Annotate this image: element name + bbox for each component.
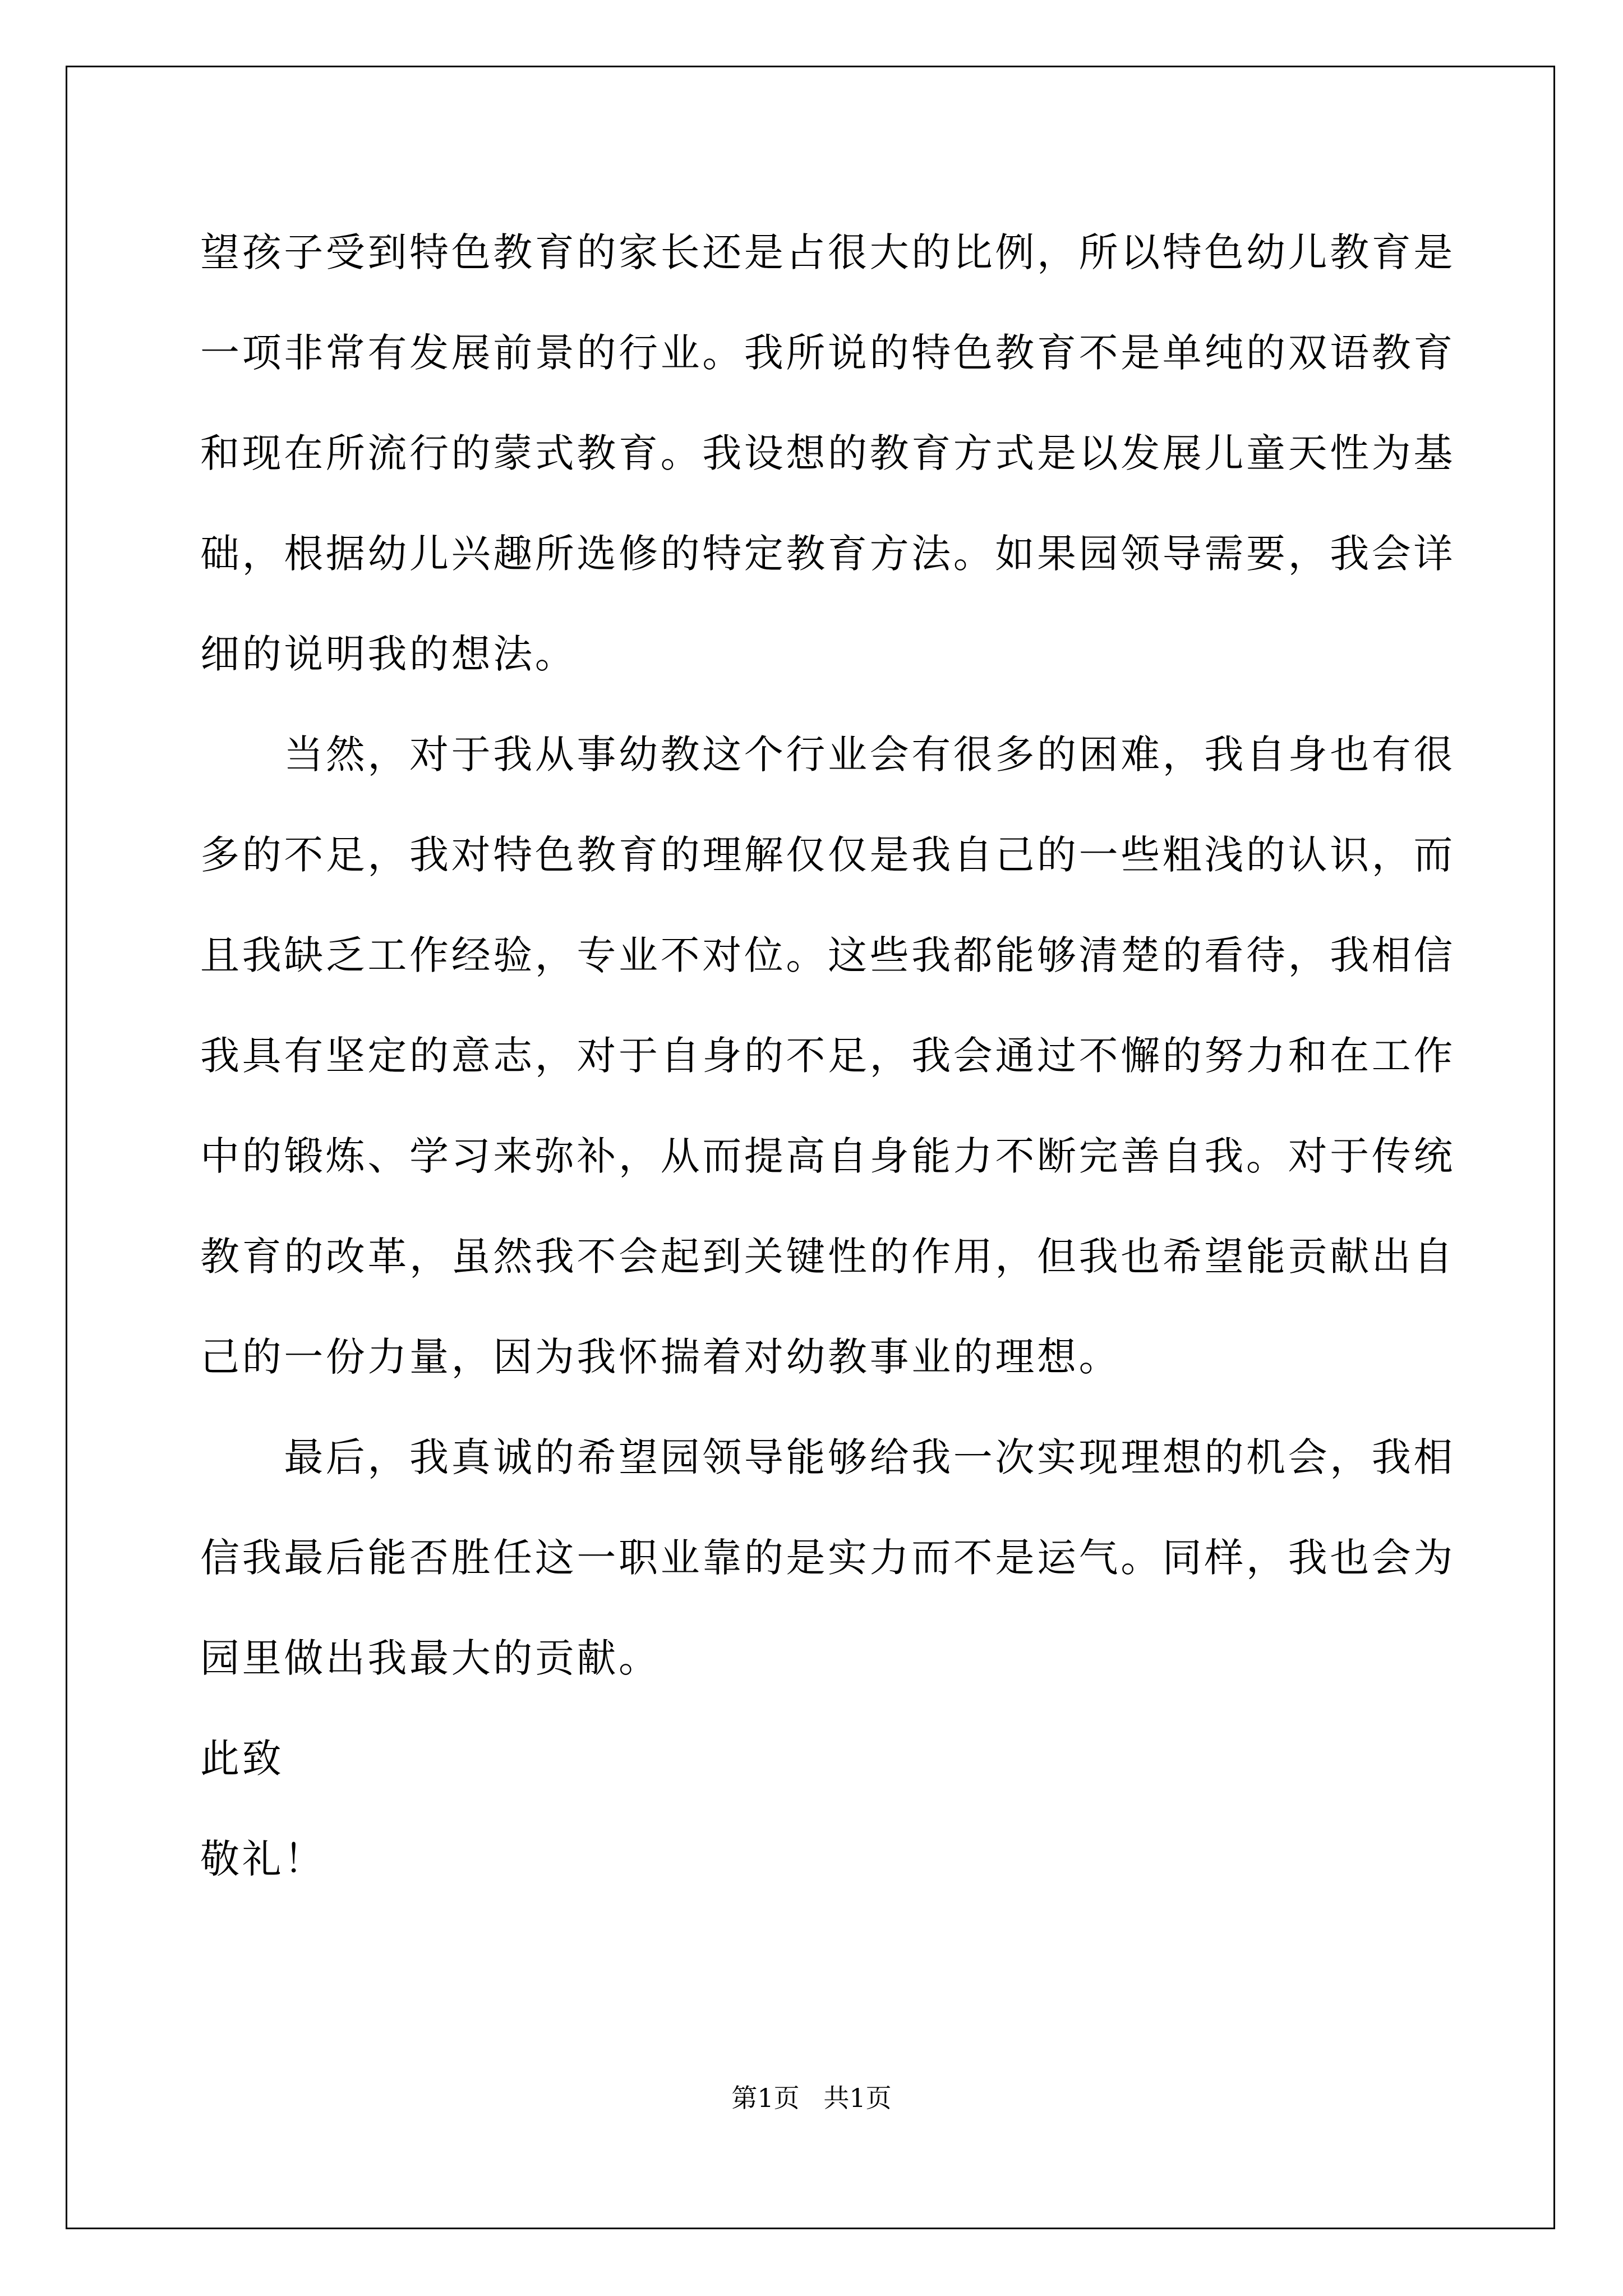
text-line: 础，根据幼儿兴趣所选修的特定教育方法。如果园领导需要，我会详 [200, 531, 1455, 577]
text-line: 中的锻炼、学习来弥补，从而提高自身能力不断完善自我。对于传统 [200, 1133, 1455, 1179]
text-line: 细的说明我的想法。 [200, 631, 577, 677]
salutation-line: 敬礼！ [200, 1836, 326, 1882]
page-total: 共1页 [823, 2083, 892, 2113]
text-line: 己的一份力量，因为我怀揣着对幼教事业的理想。 [200, 1334, 1121, 1380]
text-line: 望孩子受到特色教育的家长还是占很大的比例，所以特色幼儿教育是 [200, 229, 1455, 275]
closing-line: 此致 [200, 1736, 284, 1782]
text-line: 当然，对于我从事幼教这个行业会有很多的困难，我自身也有很 [200, 731, 1455, 777]
text-line: 最后，我真诚的希望园领导能够给我一次实现理想的机会，我相 [200, 1434, 1455, 1480]
text-line: 信我最后能否胜任这一职业靠的是实力而不是运气。同样，我也会为 [200, 1535, 1455, 1581]
text-line: 多的不足，我对特色教育的理解仅仅是我自己的一些粗浅的认识，而 [200, 832, 1455, 878]
text-line: 且我缺乏工作经验，专业不对位。这些我都能够清楚的看待，我相信 [200, 932, 1455, 978]
text-line: 教育的改革，虽然我不会起到关键性的作用，但我也希望能贡献出自 [200, 1234, 1455, 1280]
text-line: 和现在所流行的蒙式教育。我设想的教育方式是以发展儿童天性为基 [200, 430, 1455, 476]
text-line: 一项非常有发展前景的行业。我所说的特色教育不是单纯的双语教育 [200, 330, 1455, 376]
document-body [200, 213, 1455, 1920]
text-line: 园里做出我最大的贡献。 [200, 1635, 661, 1681]
text-line: 我具有坚定的意志，对于自身的不足，我会通过不懈的努力和在工作 [200, 1033, 1455, 1079]
page-number: 第1页 [731, 2083, 800, 2113]
page-footer [0, 2081, 1623, 2115]
